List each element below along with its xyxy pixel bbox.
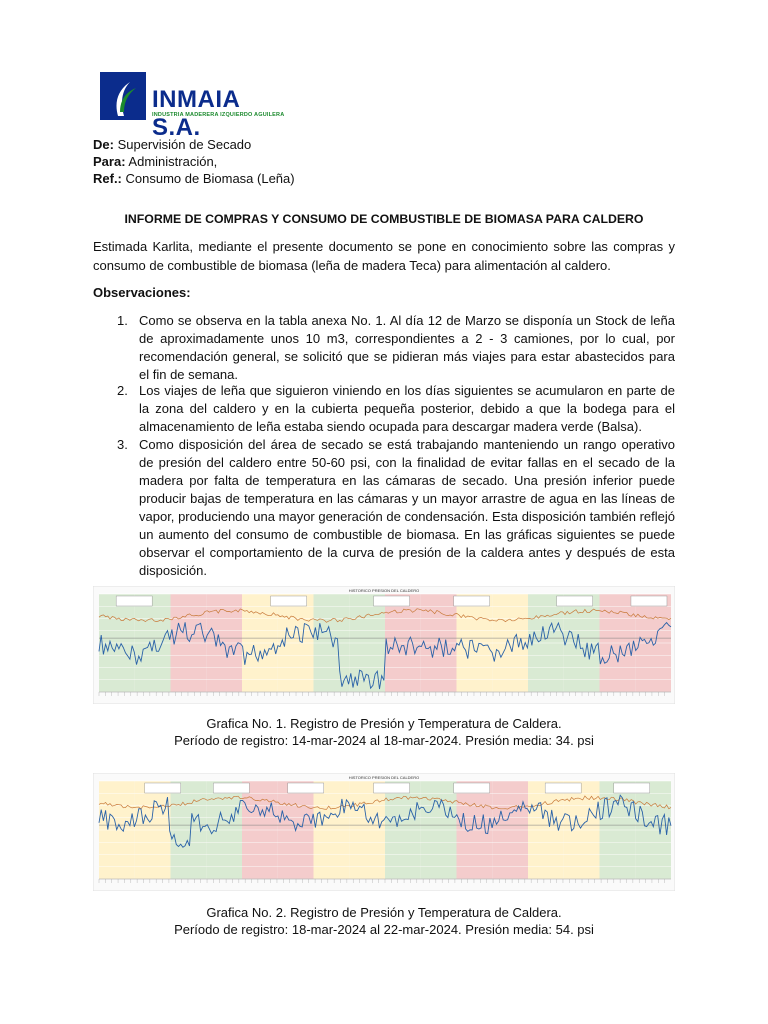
ref-value: Consumo de Biomasa (Leña)	[121, 171, 295, 186]
from-value: Supervisión de Secado	[113, 137, 252, 152]
list-number: 1.	[117, 313, 128, 328]
band-label-box	[454, 596, 490, 606]
list-number: 3.	[117, 437, 128, 452]
pressure-chart-1	[93, 586, 675, 704]
observations-heading: Observaciones:	[93, 285, 191, 300]
logo-name: INMAIA S.A.	[152, 86, 240, 141]
chart-title: HISTORICO PRESION DEL CALDERO	[348, 775, 420, 780]
ref-label: Ref.:	[93, 171, 122, 186]
band-label-box	[614, 783, 650, 793]
list-number: 2.	[117, 383, 128, 398]
band-label-box	[545, 783, 581, 793]
band-label-box	[213, 783, 249, 793]
chart-title: HISTORICO PRESION DEL CALDERO	[348, 588, 420, 593]
band-label-box	[374, 596, 410, 606]
report-title: INFORME DE COMPRAS Y CONSUMO DE COMBUSTIBLE DE BIOMASA PARA CALDERO	[124, 212, 644, 226]
chart2-caption-line2: Período de registro: 18-mar-2024 al 22-mar-2024. Presión media: 54. psi	[174, 922, 594, 937]
pressure-chart-2	[93, 773, 675, 891]
list-text: Como se observa en la tabla anexa No. 1. Al día 12 de Marzo se disponía un Stock de leña de aproximadamente unos 10 m3, correspondientes a 2 - 3 camiones, por lo cual, por recomendación general, se solicitó que se pidieran más viajes para estar abastecidos para el fin de semana.	[139, 313, 675, 382]
to-label: Para:	[93, 154, 126, 169]
chart1-caption-line1: Grafica No. 1. Registro de Presión y Temperatura de Caldera.	[206, 716, 562, 731]
band-label-box	[271, 596, 307, 606]
list-text: Como disposición del área de secado se está trabajando manteniendo un rango operativo de presión del caldero entre 50-60 psi, con la finalidad de evitar fallas en el secado de la madera por falta de temperatura en las cámaras de secado. Una presión inferior puede producir bajas de temperatura en las cámaras y un mayor arrastre de agua en las líneas de vapor, produciendo una mayor generación de condensación. Esta disposición también reflejó un aumento del consumo de combustible de biomasa. En las gráficas siguientes se puede observar el comportamiento de la curva de presión de la caldera antes y después de esta disposición.	[139, 437, 675, 578]
band-label-box	[374, 783, 410, 793]
band-label-box	[145, 783, 181, 793]
chart2-caption-line1: Grafica No. 2. Registro de Presión y Temperatura de Caldera.	[206, 905, 562, 920]
from-label: De:	[93, 137, 114, 152]
from-line	[93, 136, 251, 153]
logo-mark	[100, 72, 146, 120]
logo-subtitle: INDUSTRIA MADERERA IZQUIERDO AGUILERA	[152, 112, 285, 118]
to-value: Administración,	[125, 154, 218, 169]
band-label-box	[631, 596, 667, 606]
band-label-box	[116, 596, 152, 606]
band-label-box	[288, 783, 324, 793]
ref-line	[93, 170, 295, 187]
company-logo	[100, 72, 290, 141]
band-label-box	[454, 783, 490, 793]
band-label-box	[557, 596, 593, 606]
chart1-caption-line2: Período de registro: 14-mar-2024 al 18-mar-2024. Presión media: 34. psi	[174, 733, 594, 748]
list-text: Los viajes de leña que siguieron viniendo en los días siguientes se acumularon en parte de la zona del caldero y en la cubierta pequeña posterior, debido a que la bodega para el almacenamiento de leña estaba siendo ocupada para descargar madera verde (Balsa).	[139, 383, 675, 434]
intro-paragraph: Estimada Karlita, mediante el presente documento se pone en conocimiento sobre las compras y consumo de combustible de biomasa (leña de madera Teca) para alimentación al caldero.	[93, 239, 675, 273]
to-line	[93, 153, 217, 170]
